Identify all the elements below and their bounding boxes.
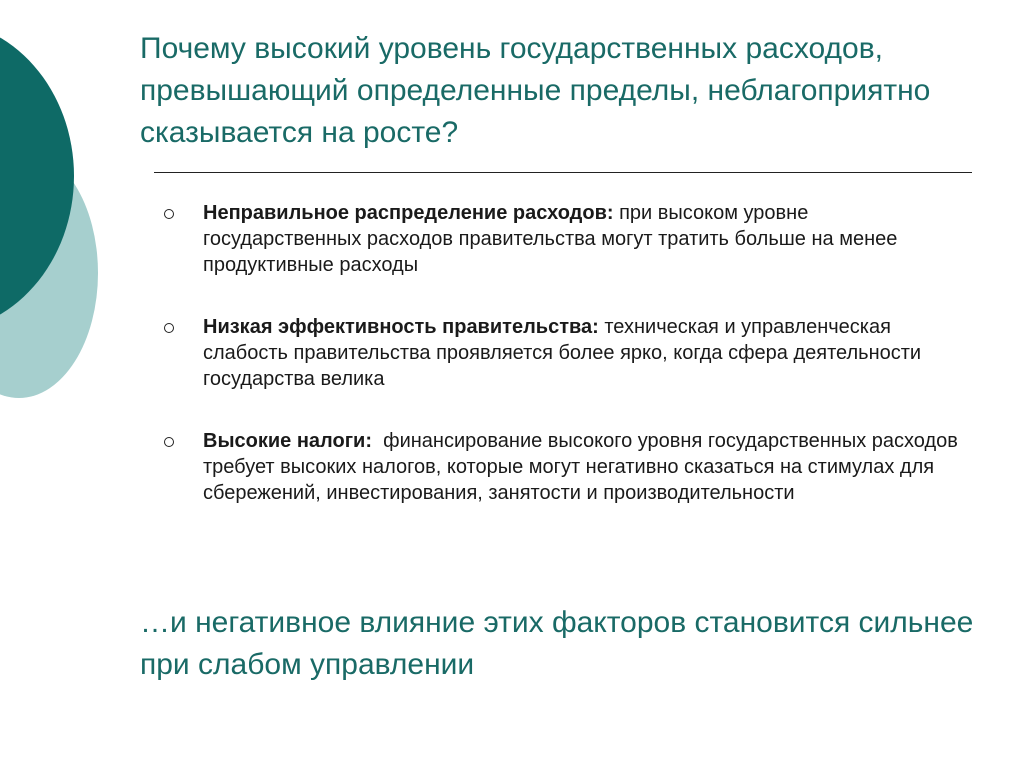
bullet-term: Низкая эффективность правительства: bbox=[203, 316, 599, 338]
bullet-circle-icon bbox=[164, 323, 174, 333]
slide-conclusion: …и негативное влияние этих факторов становится сильнее при слабом управлении bbox=[140, 606, 974, 681]
bullet-text: финансирование высокого уровня государственных расходов требует высоких налогов, которые могут негативно сказаться на стимулах для сбережений, инвестирования, занятости и производительности bbox=[203, 430, 964, 504]
bullet-item-government-efficiency bbox=[160, 314, 960, 392]
slide-title: Почему высокий уровень государственных расходов, превышающий определенные пределы, неблагоприятно сказывается на росте? bbox=[140, 32, 931, 149]
bullet-item-misallocation bbox=[160, 200, 960, 278]
bullet-term: Неправильное распределение расходов: bbox=[203, 202, 614, 224]
bullet-term: Высокие налоги: bbox=[203, 430, 372, 452]
bullet-text: при высоком уровне государственных расходов правительства могут тратить больше на менее продуктивные расходы bbox=[203, 202, 898, 276]
bullet-circle-icon bbox=[164, 437, 174, 447]
title-divider bbox=[154, 172, 972, 173]
bullet-text: техническая и управленческая слабость правительства проявляется более ярко, когда сфера деятельности государства велика bbox=[203, 316, 922, 390]
bullet-list bbox=[160, 200, 964, 506]
bullet-circle-icon bbox=[164, 209, 174, 219]
bullet-item-high-taxes bbox=[160, 428, 964, 506]
